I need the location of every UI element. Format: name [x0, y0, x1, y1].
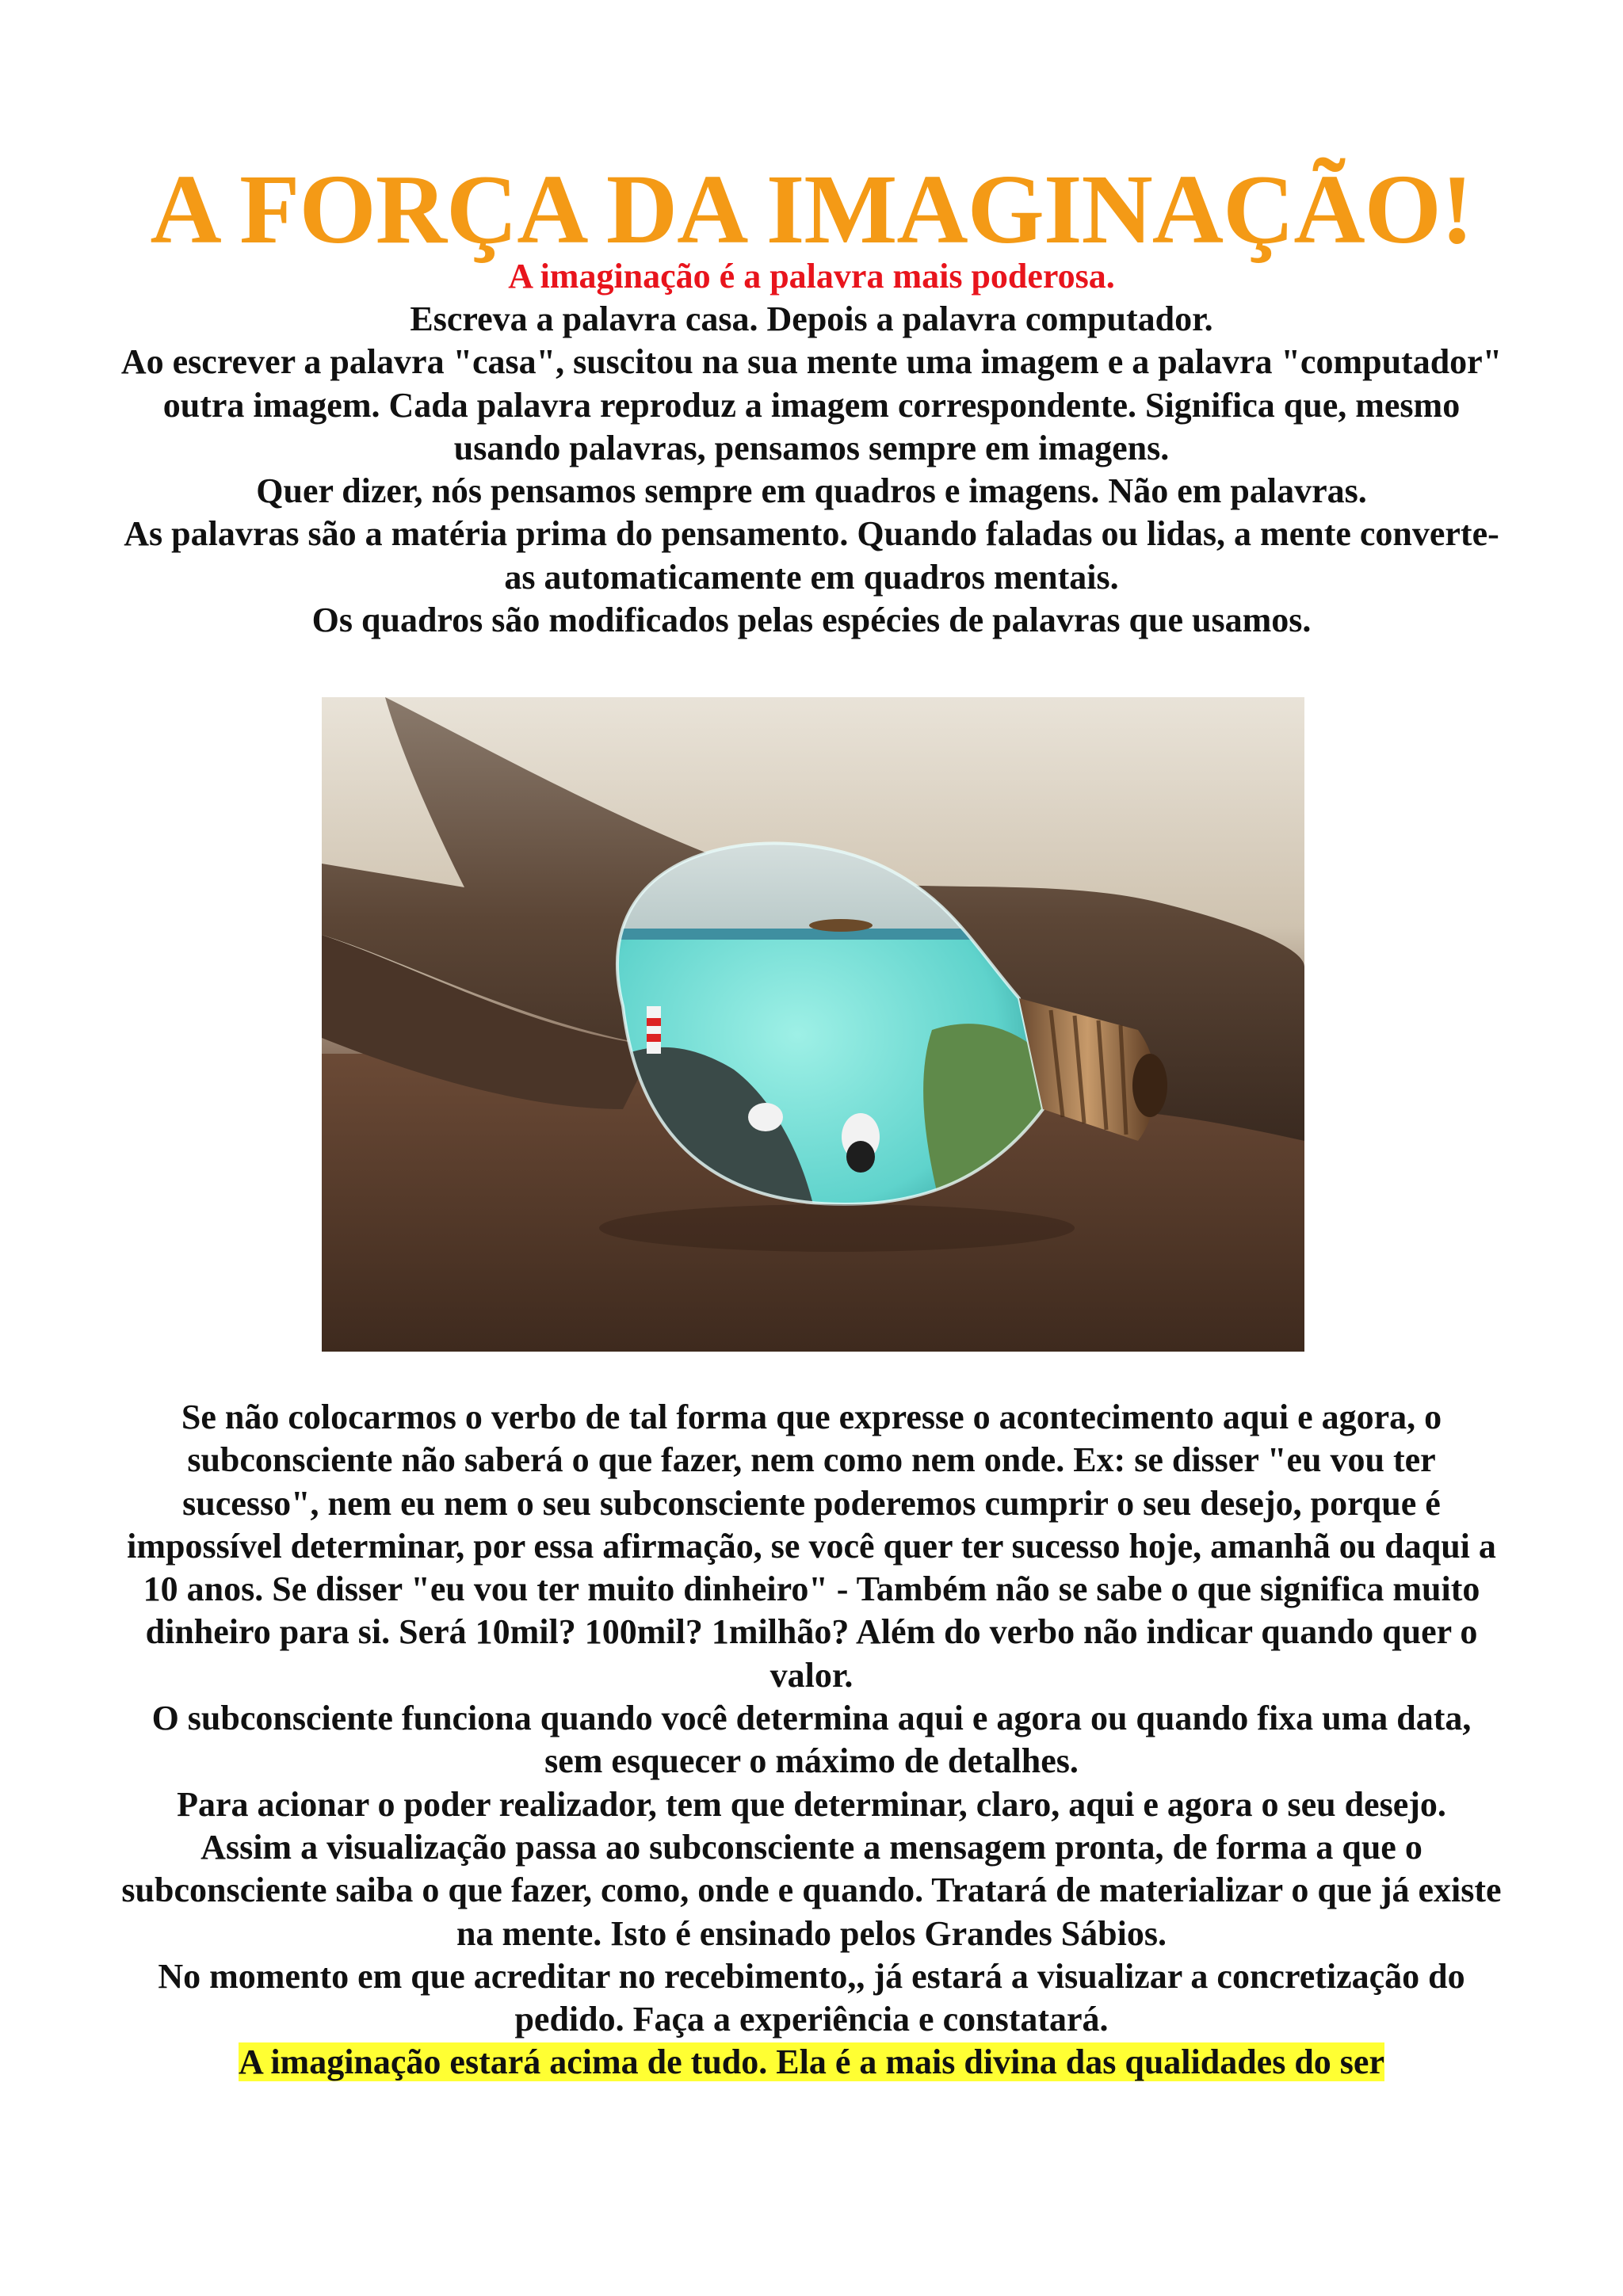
intro-paragraph: Os quadros são modificados pelas espécies de palavras que usamos. [311, 601, 1312, 640]
body-text [119, 1396, 1504, 2084]
intro-paragraph: Escreva a palavra casa. Depois a palavra computador. [410, 299, 1213, 338]
body-paragraph: O subconsciente funciona quando você determina aqui e agora ou quando fixa uma data, sem esquecer o máximo de detalhes. [151, 1699, 1472, 1781]
lightbulb-photo [322, 697, 1304, 1352]
intro-text [119, 298, 1504, 642]
intro-paragraph: Ao escrever a palavra "casa", suscitou na sua mente uma imagem e a palavra "computador" outra imagem. Cada palavra reproduz a imagem correspondente. Significa que, mesmo usando palavras, pensamos sempre em imagens. [120, 342, 1503, 467]
body-paragraph: Para acionar o poder realizador, tem que determinar, claro, aqui e agora o seu desejo. [177, 1784, 1446, 1824]
intro-paragraph: As palavras são a matéria prima do pensamento. Quando faladas ou lidas, a mente converte-as automaticamente em quadros mentais. [124, 514, 1499, 597]
intro-paragraph: Quer dizer, nós pensamos sempre em quadros e imagens. Não em palavras. [256, 471, 1367, 511]
page-subtitle: A imaginação é a palavra mais poderosa. [508, 257, 1115, 296]
body-paragraph: Se não colocarmos o verbo de tal forma que expresse o acontecimento aqui e agora, o subconsciente não saberá o que fazer, nem como nem onde. Ex: se disser "eu vou ter sucesso", nem eu nem o seu subconsciente poderemos cumprir o seu desejo, porque é impossível determinar, por essa afirmação, se você quer ter sucesso hoje, amanhã ou daqui a 10 anos. Se disser "eu vou ter muito dinheiro" - Também não se sabe o que significa muito dinheiro para si. Será 10mil? 100mil? 1milhão? Além do verbo não indicar quando quer o valor. [127, 1398, 1496, 1695]
body-paragraph: No momento em que acreditar no recebimento,, já estará a visualizar a concretização do pedido. Faça a experiência e constatará. [158, 1956, 1465, 2039]
body-paragraph: Assim a visualização passa ao subconsciente a mensagem pronta, de forma a que o subconsciente saiba o que fazer, como, onde e quando. Tratará de materializar o que já existe na mente. Isto é ensinado pelos Grandes Sábios. [121, 1827, 1502, 1953]
highlighted-line: A imaginação estará acima de tudo. Ela é a mais divina das qualidades do ser [238, 2042, 1384, 2082]
page-title: A FORÇA DA IMAGINAÇÃO! [150, 155, 1473, 265]
